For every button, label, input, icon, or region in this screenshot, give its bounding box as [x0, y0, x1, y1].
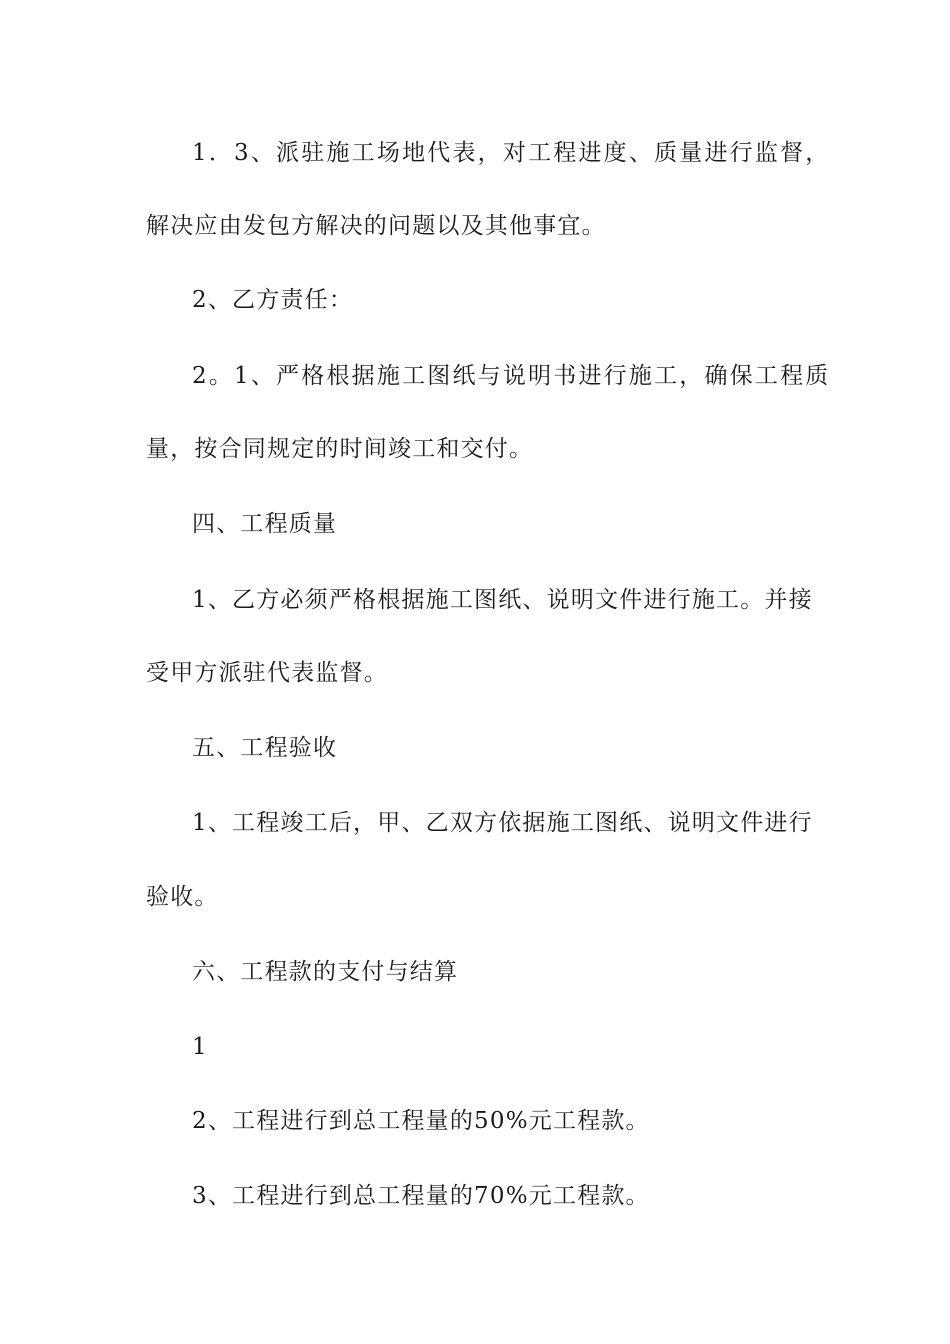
paragraph-line-15: 3、工程进行到总工程量的70%元工程款。 — [192, 1183, 650, 1209]
paragraph-line-4: 2。1、严格根据施工图纸与说明书进行施工，确保工程质 — [192, 363, 831, 389]
paragraph-line-2: 解决应由发包方解决的问题以及其他事宜。 — [146, 213, 606, 239]
paragraph-line-10: 1、工程竣工后，甲、乙双方依据施工图纸、说明文件进行 — [192, 810, 813, 836]
section-heading-quality: 四、工程质量 — [192, 511, 338, 537]
paragraph-line-5: 量，按合同规定的时间竣工和交付。 — [146, 436, 534, 462]
section-heading-acceptance: 五、工程验收 — [192, 735, 338, 761]
paragraph-line-1: 1．3、派驻施工场地代表，对工程进度、质量进行监督， — [192, 140, 831, 166]
section-heading-party-b-duties: 2、乙方责任： — [192, 287, 354, 313]
paragraph-line-14: 2、工程进行到总工程量的50%元工程款。 — [192, 1108, 650, 1134]
paragraph-line-7: 1、乙方必须严格根据施工图纸、说明文件进行施工。并接 — [192, 587, 813, 613]
paragraph-line-13: 1 — [192, 1034, 208, 1060]
paragraph-line-8: 受甲方派驻代表监督。 — [146, 660, 388, 686]
section-heading-payment: 六、工程款的支付与结算 — [192, 959, 459, 985]
paragraph-line-11: 验收。 — [146, 884, 219, 910]
